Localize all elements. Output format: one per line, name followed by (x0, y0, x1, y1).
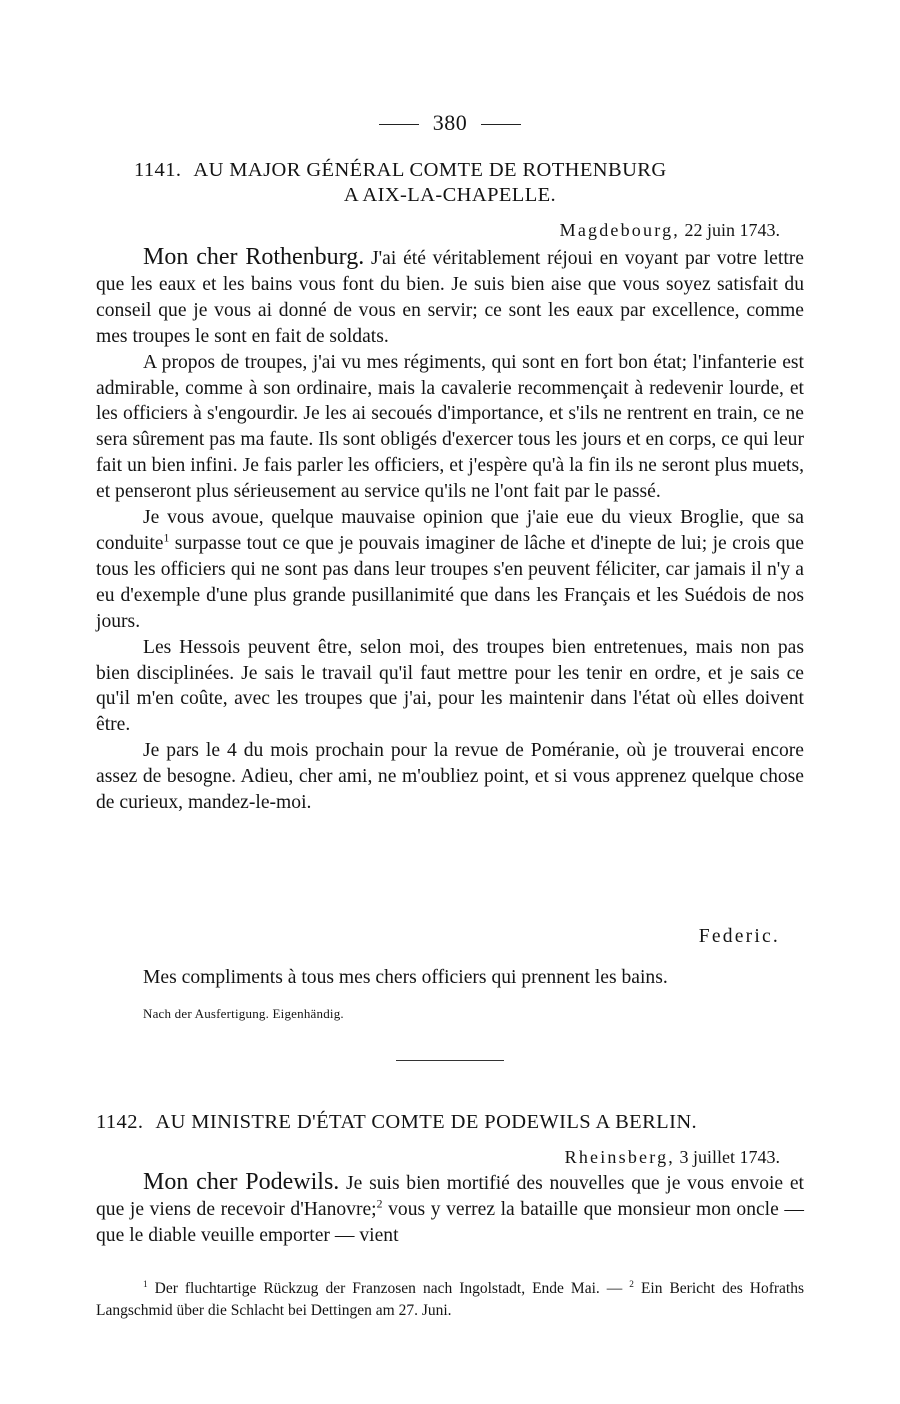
postscript: Mes compliments à tous mes chers officiers qui prennent les bains. (143, 967, 668, 988)
letter-1141-dateline (280, 220, 780, 241)
letter-1141-title-line1: 1141. AU MAJOR GÉNÉRAL COMTE DE ROTHENBURG (134, 159, 667, 181)
place-name: Magdebourg, (559, 220, 680, 240)
page-header (96, 110, 804, 136)
letter-1141-title-line2: A AIX-LA-CHAPELLE. (343, 184, 557, 206)
letter-date: 22 juin 1743. (684, 220, 780, 240)
footnote-ref: 2 (376, 1197, 383, 1211)
letter-1142-dateline (280, 1147, 780, 1168)
place-name: Rheinsberg, (564, 1147, 675, 1167)
salutation: Mon cher Podewils. (143, 1169, 340, 1195)
footnotes (96, 1278, 804, 1322)
section-divider (396, 1060, 504, 1061)
page-number: 380 (432, 110, 468, 135)
header-rule-left (379, 124, 419, 125)
header-rule-right (481, 124, 521, 125)
footnote-marker: 1 (143, 1279, 148, 1290)
letter-1141-heading (96, 158, 804, 207)
letter-1142-heading (96, 1110, 804, 1134)
paragraph: Je pars le 4 du mois prochain pour la revue de Poméranie, où je trouverai encore assez de besogne. Adieu, cher ami, ne m'oubliez point, et si vous apprenez quelque chose de curieux, mandez-le-moi. (96, 740, 804, 814)
salutation: Mon cher Rothenburg. (143, 244, 365, 270)
letter-number: 1141. (134, 159, 182, 181)
letter-date: 3 juillet 1743. (679, 1147, 780, 1167)
footnote-marker: 2 (629, 1279, 634, 1290)
letter-number: 1142. (96, 1111, 144, 1133)
letter-1142-title: AU MINISTRE D'ÉTAT COMTE DE PODEWILS A BERLIN. (155, 1111, 698, 1133)
signature: Federic. (698, 926, 780, 947)
paragraph: A propos de troupes, j'ai vu mes régiments, qui sont en fort bon état; l'infanterie est admirable, comme à son ordinaire, mais la cavalerie recommençait à redevenir lourde, et les officiers à s'engourdir. Je les ai secoués d'importance, et s'ils ne rentrent en train, ce ne sera sûrement pas ma faute. Ils sont obligés d'exercer tous les jours et en corps, ce qui leur fait un bien infini. Je fais parler les officiers, et j'espère qu'à la fin ils ne seront plus muets, et penseront plus sérieusement au service qu'ils ne l'ont fait par le passé. (96, 351, 804, 503)
footnote-text: $^1$ Der fluchtartige Rückzug der Franzosen nach Ingolstadt, Ende Mai. — $^2$ Ein Bericht des Hofraths Langschmid über die Schlacht bei Dettingen am 27. Juni. (96, 1279, 804, 1319)
paragraph: Mon cher Podewils. Je suis bien mortifié des nouvelles que je vous envoie et que je viens de recevoir d'Hanovre;$^2$ vous y verrez la bataille que monsieur mon oncle — que le diable veuille emporter — vient (96, 1169, 805, 1246)
paragraph: Mon cher Rothenburg. J'ai été véritablement réjoui en voyant par votre lettre que les eaux et les bains vous font du bien. Je suis bien aise que vous soyez satisfait du conseil que je vous ai donné de vous en servir; ce sont les eaux par excellence, comme mes troupes le sont en fait de soldats. (96, 244, 804, 347)
source-note: Nach der Ausfertigung. Eigenhändig. (143, 1006, 344, 1021)
footnote-ref: 1 (163, 531, 170, 545)
letter-1142-body (96, 1170, 804, 1249)
paragraph: Je vous avoue, quelque mauvaise opinion que j'aie eue du vieux Broglie, que sa conduite$^1$ surpasse tout ce que je pouvais imaginer de lâche et d'inepte de lui; je crois que tous les officiers qui ne sont pas dans leur troupes s'en peuvent féliciter, car jamais il n'y a eu d'exemple d'une plus grande pusillanimité que dans les Français et les Suédois de nos jours. (96, 507, 804, 632)
letter-1141-body (96, 245, 804, 816)
paragraph: Les Hessois peuvent être, selon moi, des troupes bien entretenues, mais non pas bien disciplinées. Je sais le travail qu'il faut mettre pour les tenir en ordre, et je sais ce qu'il m'en coûte, avec les troupes que j'ai, pour les maintenir dans l'état où elles doivent être. (96, 636, 804, 736)
